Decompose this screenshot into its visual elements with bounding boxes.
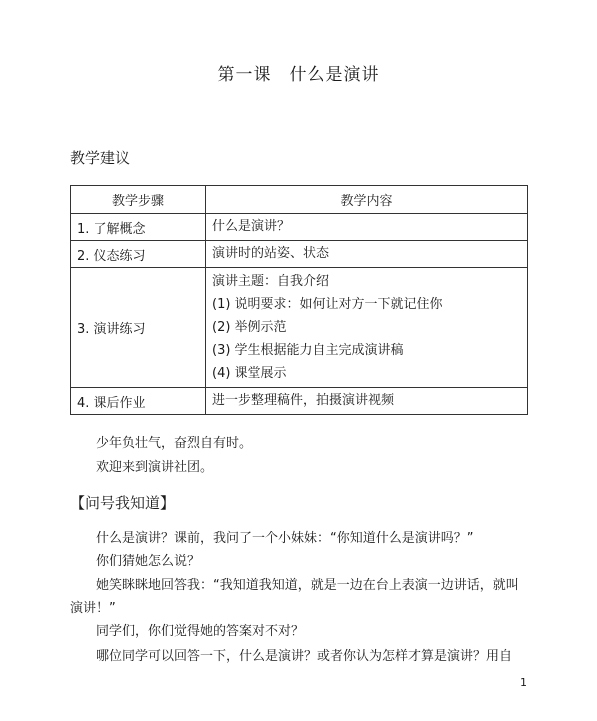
intro-line: 欢迎来到演讲社团。 [96,460,214,475]
content-cell [206,268,528,388]
body-paragraph: 你们猜她怎么说？ [96,554,201,569]
table-row [71,268,528,388]
content-line: (3) 学生根据能力自主完成演讲稿 [212,343,404,358]
step-cell: 2. 仪态练习 [71,241,206,268]
table-row [71,214,528,241]
table-row [71,388,528,415]
body-paragraph: 同学们，你们觉得她的答案对不对？ [96,624,305,639]
content-line: 进一步整理稿件，拍摄演讲视频 [212,393,395,408]
intro-line: 少年负壮气，奋烈自有时。 [96,436,253,451]
column-header-content: 教学内容 [206,186,528,214]
step-cell: 4. 课后作业 [71,388,206,415]
section-heading: 教学建议 [70,149,131,167]
content-line: 演讲时的站姿、状态 [212,246,330,261]
step-cell: 3. 演讲练习 [71,268,206,388]
table-header-row [71,186,528,214]
content-line: (2) 举例示范 [212,320,287,335]
content-cell [206,388,528,415]
content-line: 什么是演讲？ [212,219,291,234]
content-cell [206,241,528,268]
teaching-plan-table [70,185,528,415]
step-cell: 1. 了解概念 [71,214,206,241]
body-paragraph: 哪位同学可以回答一下，什么是演讲？或者你认为怎样才算是演讲？用自 [96,649,513,664]
body-paragraph: 她笑眯眯地回答我：“我知道我知道，就是一边在台上表演一边讲话，就叫演讲！” [70,578,519,616]
content-line: (1) 说明要求：如何让对方一下就记住你 [212,297,443,312]
page-number: 1 [520,676,527,689]
content-line: 演讲主题：自我介绍 [212,274,330,289]
content-line: (4) 课堂展示 [212,366,287,381]
page-title: 第一课 什么是演讲 [217,65,380,85]
table-row [71,241,528,268]
column-header-step: 教学步骤 [71,186,206,214]
subsection-heading: 【问号我知道】 [70,494,176,512]
content-cell [206,214,528,241]
body-paragraph: 什么是演讲？课前，我问了一个小妹妹：“你知道什么是演讲吗？” [96,531,474,546]
